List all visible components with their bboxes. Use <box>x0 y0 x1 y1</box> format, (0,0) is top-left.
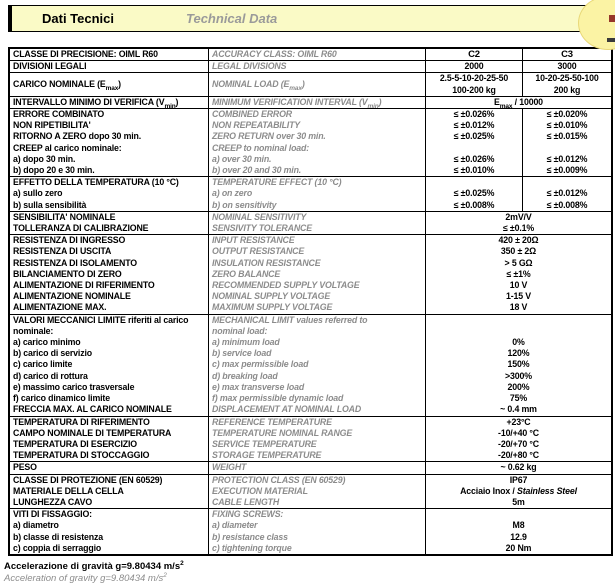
cell-en <box>208 97 425 108</box>
spec-label-it: CAMPO NOMINALE DI TEMPERATURA <box>13 427 172 438</box>
spec-value-c2: ≤ ±0.026% <box>453 109 495 120</box>
spec-value-val: -10/+40 °C <box>498 427 539 438</box>
table-block <box>10 315 611 417</box>
spec-value-c2: ≤ ±0.025% <box>453 131 495 142</box>
cell-it <box>10 315 208 416</box>
cell-val <box>425 235 611 313</box>
cell-en <box>208 235 425 313</box>
spec-value-val: 18 V <box>509 302 528 313</box>
spec-label-en: NOMINAL LOAD $(E_{max})$ <box>212 79 305 92</box>
spec-value-c3: ≤ ±0.020% <box>546 109 588 120</box>
spec-value-c2: ≤ ±0.025% <box>453 188 495 199</box>
spec-value-c2 <box>429 177 519 188</box>
spec-label-en: b) resistance class <box>212 531 288 542</box>
spec-value-val: M8 <box>512 520 525 531</box>
cell-val <box>425 475 611 509</box>
cell-c2 <box>425 73 522 95</box>
spec-value-c3: ≤ ±0.015% <box>546 131 588 142</box>
cell-c3 <box>522 109 611 176</box>
cell-val <box>425 315 611 416</box>
spec-value-c3: C3 <box>561 49 573 60</box>
spec-label-it: BILANCIAMENTO DI ZERO <box>13 268 122 279</box>
spec-label-en: SENSIVITY TOLERANCE <box>212 223 312 234</box>
cell-en <box>208 109 425 176</box>
spec-value-val: $E_{max} / 10000$ <box>494 96 543 109</box>
spec-label-en: a) over 30 min. <box>212 153 272 164</box>
cell-it <box>10 73 208 95</box>
spec-value-c3: 10-20-25-50-100 <box>535 73 599 84</box>
spec-value-c3: 200 kg <box>553 84 581 95</box>
spec-label-it: b) carico di servizio <box>13 348 92 359</box>
table-block <box>10 177 611 212</box>
spec-value-val: -20/+70 °C <box>498 438 539 449</box>
page-footer <box>4 561 184 585</box>
cell-c3 <box>522 49 611 60</box>
spec-label-en: NON REPEATABILITY <box>212 120 301 131</box>
cell-c3 <box>522 61 611 72</box>
spec-value-c3 <box>526 143 608 154</box>
header-bar <box>8 5 615 32</box>
spec-label-it: TEMPERATURA DI RIFERIMENTO <box>13 416 150 427</box>
spec-label-it: a) dopo 30 min. <box>13 153 76 164</box>
spec-label-en: e) max transverse load <box>212 381 305 392</box>
spec-value-val: 150% <box>507 359 530 370</box>
table-block <box>10 73 611 96</box>
spec-label-it: ERRORE COMBINATO <box>13 109 105 120</box>
spec-label-en: b) over 20 and 30 min. <box>212 165 302 176</box>
spec-label-en: TEMPERATURE NOMINAL RANGE <box>212 427 353 438</box>
spec-label-en: d) breaking load <box>212 370 278 381</box>
spec-label-en: ACCURACY CLASS: OIML R60 <box>212 49 337 59</box>
spec-label-it: CLASSE DI PRECISIONE: OIML R60 <box>13 49 158 59</box>
spec-value-val: 5m <box>512 496 525 507</box>
spec-value-c3: ≤ ±0.010% <box>546 120 588 131</box>
spec-label-it: NON RIPETIBILITA' <box>13 120 91 131</box>
spec-label-en: EXECUTION MATERIAL <box>212 485 308 496</box>
cell-it <box>10 212 208 234</box>
technical-data-table <box>8 47 613 556</box>
spec-label-en: ZERO BALANCE <box>212 268 281 279</box>
spec-label-en: RECOMMENDED SUPPLY VOLTAGE <box>212 280 360 291</box>
spec-label-it: a) diametro <box>13 520 59 531</box>
spec-label-it: DIVISIONI LEGALI <box>13 61 87 72</box>
gravity-note-english: Acceleration of gravity g=9.80434 $m/s^2$ <box>4 571 167 584</box>
spec-label-en: b) service load <box>212 348 272 359</box>
cell-en <box>208 475 425 509</box>
cell-it <box>10 475 208 509</box>
spec-label-en: DISPLACEMENT AT NOMINAL LOAD <box>212 404 362 415</box>
spec-label-it: b) classe di resistenza <box>13 531 103 542</box>
spec-label-it: f) carico dinamico limite <box>13 393 110 404</box>
table-block <box>10 49 611 61</box>
table-block <box>10 61 611 73</box>
table-block <box>10 509 611 554</box>
spec-value-c2: 2000 <box>464 61 484 72</box>
cell-val <box>425 212 611 234</box>
cell-en <box>208 73 425 95</box>
cell-val <box>425 417 611 462</box>
spec-value-val: 420 ± 20Ω <box>498 235 539 246</box>
table-block <box>10 97 611 109</box>
spec-label-en: nominal load: <box>212 325 268 336</box>
spec-label-it: c) coppia di serraggio <box>13 542 102 553</box>
spec-label-en: PROTECTION CLASS (EN 60529) <box>212 474 346 485</box>
spec-label-en: MINIMUM VERIFICATION INTERVAL $(V_{min})$ <box>212 96 382 109</box>
cell-it <box>10 235 208 313</box>
spec-label-it: nominale: <box>13 325 54 336</box>
cell-it <box>10 509 208 554</box>
spec-value-val: 1-15 V <box>505 291 532 302</box>
spec-label-en: a) diameter <box>212 520 258 531</box>
spec-label-it: c) carico limite <box>13 359 73 370</box>
spec-value-val: ≤ ±0.1% <box>502 223 535 234</box>
spec-value-c2: 2.5-5-10-20-25-50 <box>439 73 509 84</box>
cell-c2 <box>425 177 522 211</box>
gravity-note-italian: Accelerazione di gravità g=9.80434 $m/s^2$ <box>4 559 184 572</box>
cell-en <box>208 417 425 462</box>
spec-value-val: 120% <box>507 348 530 359</box>
spec-label-it: ALIMENTAZIONE NOMINALE <box>13 291 131 302</box>
spec-label-it: INTERVALLO MINIMO DI VERIFICA $(V_{min})$ <box>13 96 179 109</box>
spec-label-en: WEIGHT <box>212 462 247 473</box>
spec-value-val <box>429 315 608 326</box>
spec-value-val: 0% <box>512 337 525 348</box>
cell-en <box>208 49 425 60</box>
spec-value-c2 <box>429 143 519 154</box>
spec-value-c3: ≤ ±0.012% <box>546 188 588 199</box>
spec-label-it: TEMPERATURA DI STOCCAGGIO <box>13 450 150 461</box>
cell-en <box>208 212 425 234</box>
spec-value-val: 10 V <box>509 280 528 291</box>
table-block <box>10 462 611 474</box>
spec-value-val: 75% <box>509 393 528 404</box>
spec-value-val: IP67 <box>509 474 528 485</box>
spec-value-c2: ≤ ±0.012% <box>453 120 495 131</box>
spec-value-c3 <box>526 177 608 188</box>
spec-label-en: INPUT RESISTANCE <box>212 235 295 246</box>
cell-en <box>208 177 425 211</box>
spec-label-it: VALORI MECCANICI LIMITE riferiti al carico <box>13 314 189 325</box>
spec-value-val: Acciaio Inox / Stainless Steel <box>460 485 577 496</box>
spec-label-it: VITI DI FISSAGGIO: <box>13 509 92 520</box>
spec-value-val: 12.9 <box>510 531 527 542</box>
cell-c3 <box>522 177 611 211</box>
spec-value-val: 350 ± 2Ω <box>500 246 537 257</box>
spec-label-it: RESISTENZA DI USCITA <box>13 246 112 257</box>
spec-label-it: RESISTENZA DI INGRESSO <box>13 235 126 246</box>
spec-label-en: NOMINAL SENSITIVITY <box>212 211 307 222</box>
spec-value-val: ~ 0.4 mm <box>500 404 537 415</box>
table-block <box>10 109 611 177</box>
cell-en <box>208 462 425 473</box>
spec-label-it: TEMPERATURA DI ESERCIZIO <box>13 438 137 449</box>
spec-value-c2: C2 <box>468 49 480 60</box>
spec-label-en: MAXIMUM SUPPLY VOLTAGE <box>212 302 333 313</box>
spec-label-it: d) carico di rottura <box>13 370 88 381</box>
spec-value-c2: ≤ ±0.008% <box>453 199 495 210</box>
spec-value-val: ≤ ±1% <box>506 268 531 279</box>
cell-it <box>10 417 208 462</box>
cell-it <box>10 177 208 211</box>
cell-en <box>208 315 425 416</box>
spec-label-it: SENSIBILITA' NOMINALE <box>13 211 116 222</box>
spec-label-it: a) sullo zero <box>13 188 63 199</box>
spec-label-en: c) max permissible load <box>212 359 309 370</box>
spec-label-it: b) sulla sensibilità <box>13 199 87 210</box>
corner-circle-decoration <box>578 0 615 50</box>
spec-label-en: SERVICE TEMPERATURE <box>212 438 317 449</box>
spec-label-en: LEGAL DIVISIONS <box>212 61 287 72</box>
spec-label-it: ALIMENTAZIONE DI RIFERIMENTO <box>13 280 155 291</box>
spec-label-en: TEMPERATURE EFFECT (10 °C) <box>212 177 342 188</box>
cell-it <box>10 462 208 473</box>
spec-label-it: RITORNO A ZERO dopo 30 min. <box>13 131 142 142</box>
spec-value-c3: ≤ ±0.009% <box>546 165 588 176</box>
cut-off-text-mark <box>607 38 615 42</box>
cell-it <box>10 109 208 176</box>
cell-val <box>425 462 611 473</box>
spec-label-it: b) dopo 20 e 30 min. <box>13 165 95 176</box>
spec-label-en: FIXING SCREWS: <box>212 509 284 520</box>
spec-value-val: -20/+80 °C <box>498 450 539 461</box>
spec-label-en: ZERO RETURN over 30 min. <box>212 131 326 142</box>
spec-label-en: STORAGE TEMPERATURE <box>212 450 322 461</box>
spec-value-val: 2mV/V <box>505 211 532 222</box>
spec-label-en: COMBINED ERROR <box>212 109 293 120</box>
spec-value-c2: ≤ ±0.026% <box>453 153 495 164</box>
spec-label-it: CREEP al carico nominale: <box>13 142 122 153</box>
spec-value-val: 20 Nm <box>505 542 532 553</box>
cell-c2 <box>425 61 522 72</box>
cell-en <box>208 61 425 72</box>
cell-it <box>10 97 208 108</box>
spec-value-c3: 3000 <box>557 61 577 72</box>
spec-label-it: MATERIALE DELLA CELLA <box>13 485 124 496</box>
cell-en <box>208 509 425 554</box>
spec-label-it: e) massimo carico trasversale <box>13 381 135 392</box>
spec-label-en: NOMINAL SUPPLY VOLTAGE <box>212 291 331 302</box>
page-title-italian: Dati Tecnici <box>42 11 115 26</box>
spec-value-c3: ≤ ±0.012% <box>546 153 588 164</box>
spec-label-en: a) on zero <box>212 188 253 199</box>
spec-label-it: PESO <box>13 462 37 473</box>
spec-label-en: f) max permissible dynamic load <box>212 393 344 404</box>
spec-value-val: ~ 0.62 kg <box>500 462 537 473</box>
spec-value-c2: ≤ ±0.010% <box>453 165 495 176</box>
spec-label-it: CLASSE DI PROTEZIONE (EN 60529) <box>13 474 163 485</box>
table-block <box>10 475 611 510</box>
spec-value-val: > 5 GΩ <box>504 257 533 268</box>
cell-c2 <box>425 109 522 176</box>
spec-value-val <box>429 326 608 337</box>
table-block <box>10 417 611 463</box>
spec-value-c3: ≤ ±0.008% <box>546 199 588 210</box>
spec-label-it: a) carico minimo <box>13 337 81 348</box>
spec-value-c2: 100-200 kg <box>452 84 496 95</box>
cell-c3 <box>522 73 611 95</box>
spec-label-en: REFERENCE TEMPERATURE <box>212 416 332 427</box>
spec-value-val: 200% <box>507 381 530 392</box>
table-block <box>10 212 611 235</box>
cell-it <box>10 61 208 72</box>
spec-label-it: ALIMENTAZIONE MAX. <box>13 302 107 313</box>
spec-label-en: CREEP to nominal load: <box>212 142 310 153</box>
spec-label-it: TOLLERANZA DI CALIBRAZIONE <box>13 223 149 234</box>
spec-label-it: LUNGHEZZA CAVO <box>13 496 93 507</box>
spec-value-val: >300% <box>505 370 532 381</box>
spec-label-en: a) minimum load <box>212 337 280 348</box>
spec-label-en: INSULATION RESISTANCE <box>212 257 321 268</box>
cell-c2 <box>425 49 522 60</box>
spec-value-val: +23°C <box>506 416 531 427</box>
spec-label-en: OUTPUT RESISTANCE <box>212 246 305 257</box>
cell-val <box>425 97 611 108</box>
spec-label-it: FRECCIA MAX. AL CARICO NOMINALE <box>13 404 172 415</box>
spec-value-val <box>429 509 608 520</box>
spec-label-it: RESISTENZA DI ISOLAMENTO <box>13 257 137 268</box>
table-block <box>10 235 611 314</box>
spec-label-en: MECHANICAL LIMIT values referred to <box>212 314 368 325</box>
spec-label-en: CABLE LENGTH <box>212 496 280 507</box>
spec-label-en: c) tightening torque <box>212 542 292 553</box>
spec-label-it: EFFETTO DELLA TEMPERATURA (10 °C) <box>13 177 179 188</box>
spec-label-en: b) on sensitivity <box>212 199 277 210</box>
spec-label-it: CARICO NOMINALE $(E_{max})$ <box>13 79 121 92</box>
cell-val <box>425 509 611 554</box>
page-title-english: Technical Data <box>186 11 278 26</box>
cut-off-text-mark <box>609 15 615 22</box>
cell-it <box>10 49 208 60</box>
